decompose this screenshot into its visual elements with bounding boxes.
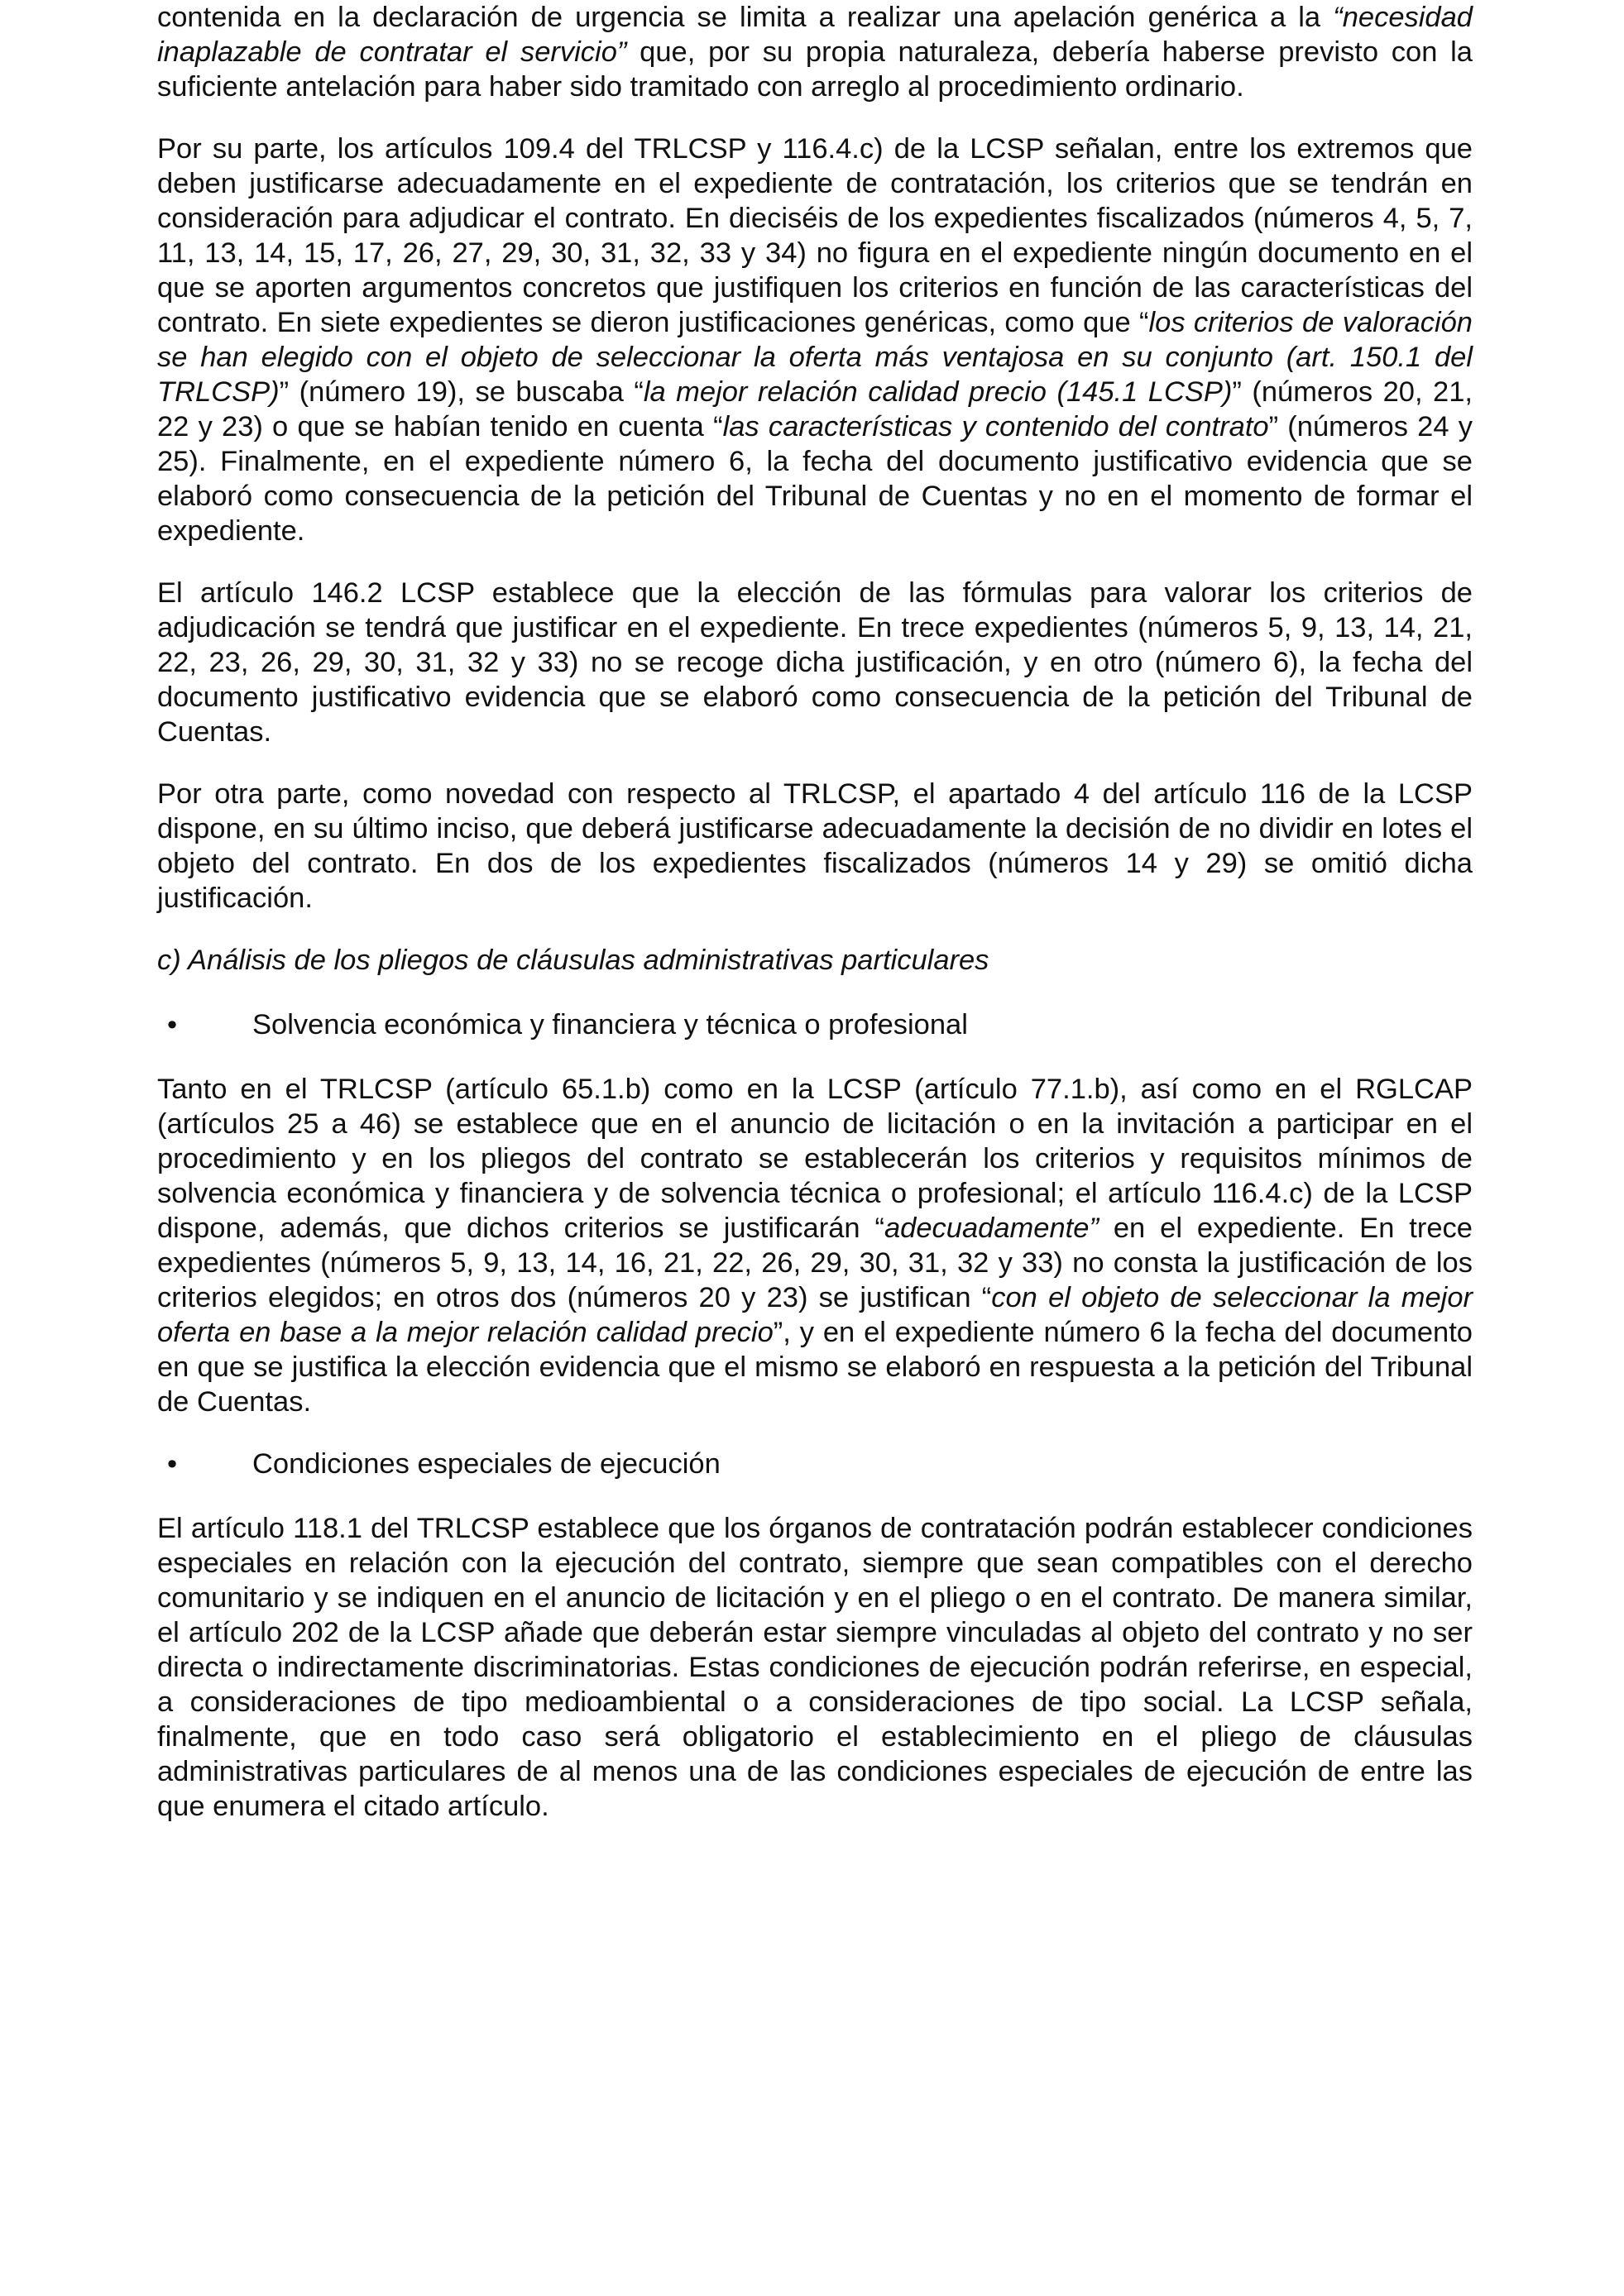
quoted-text: “necesidad inaplazable de contratar el servicio” [157,2,1473,68]
text-run: ” (números 24 y 25). Finalmente, en el expediente número 6, la fecha del documento justificativo evidencia que se elaboró como consecuencia de la petición del Tribunal de Cuentas y no en el momento de formar el expediente. [157,411,1473,547]
document-page [157,0,1473,1851]
text-run: ” (números 20, 21, 22 y 23) o que se habían tenido en cuenta “ [157,376,1473,442]
bullet-icon: • [167,1448,178,1480]
section-heading-pliegos: c) Análisis de los pliegos de cláusulas administrativas particulares [157,945,989,976]
paragraph-criterios-adjudicacion [157,132,1473,548]
paragraph-lotes: Por otra parte, como novedad con respecto al TRLCSP, el apartado 4 del artículo 116 de la LCSP dispone, en su último inciso, que deberá justificarse adecuadamente la decisión de no dividir en lotes el objeto del contrato. En dos de los expedientes fiscalizados (números 14 y 29) se omitió dicha justificación. [157,778,1473,914]
quoted-text: los criterios de valoración se han elegido con el objeto de seleccionar la oferta más ventajosa en su conjunto (art. 150.1 del TRLCSP) [157,307,1473,408]
quoted-text: adecuadamente” [884,1213,1099,1244]
bullet-label: Condiciones especiales de ejecución [252,1448,721,1480]
quoted-text: la mejor relación calidad precio (145.1 LCSP) [643,376,1233,408]
quoted-text: las características y contenido del contrato [722,411,1269,442]
paragraph-formulas: El artículo 146.2 LCSP establece que la elección de las fórmulas para valorar los criterios de adjudicación se tendrá que justificar en el expediente. En trece expedientes (números 5, 9, 13, 14, 21, 22, 23, 26, 29, 30, 31, 32 y 33) no se recoge dicha justificación, y en otro (número 6), la fecha del documento justificativo evidencia que se elaboró como consecuencia de la petición del Tribunal de Cuentas. [157,577,1473,748]
text-run: Por su parte, los artículos 109.4 del TRLCSP y 116.4.c) de la LCSP señalan, entre los extremos que deben justificarse adecuadamente en el expediente de contratación, los criterios que se tendrán en consideración para adjudicar el contrato. En dieciséis de los expedientes fiscalizados (números 4, 5, 7, 11, 13, 14, 15, 17, 26, 27, 29, 30, 31, 32, 33 y 34) no figura en el expediente ningún documento en el que se aporten argumentos concretos que justifiquen los criterios en función de las características del contrato. En siete expedientes se dieron justificaciones genéricas, como que “ [157,133,1473,338]
bullet-label: Solvencia económica y financiera y técnica o profesional [252,1009,968,1040]
text-run: ” (número 19), se buscaba “ [279,376,644,408]
paragraph-condiciones-especiales: El artículo 118.1 del TRLCSP establece que los órganos de contratación podrán establecer condiciones especiales en relación con la ejecución del contrato, siempre que sean compatibles con el derecho comunitario y se indiquen en el anuncio de licitación y en el pliego o en el contrato. De manera similar, el artículo 202 de la LCSP añade que deberán estar siempre vinculadas al objeto del contrato y no ser directa o indirectamente discriminatorias. Estas condiciones de ejecución podrán referirse, en especial, a consideraciones de tipo medioambiental o a consideraciones de tipo social. La LCSP señala, finalmente, que en todo caso será obligatorio el establecimiento en el pliego de cláusulas administrativas particulares de al menos una de las condiciones especiales de ejecución de entre las que enumera el citado artículo. [157,1513,1473,1822]
text-run: en el expediente. En trece expedientes (números 5, 9, 13, 14, 16, 21, 22, 26, 29, 30, 31, 32 y 33) no consta la justificación de los criterios elegidos; en otros dos (números 20 y 23) se justifican “ [157,1213,1473,1313]
bullet-icon: • [167,1009,178,1040]
text-run: que, por su propia naturaleza, debería haberse previsto con la suficiente antelación para haber sido tramitado con arreglo al procedimiento ordinario. [157,36,1473,103]
bullet-item-solvencia [157,1007,1473,1042]
quoted-text: con el objeto de seleccionar la mejor oferta en base a la mejor relación calidad precio [157,1282,1473,1348]
text-run: contenida en la declaración de urgencia se limita a realizar una apelación genérica a la [157,2,1334,33]
text-run: Tanto en el TRLCSP (artículo 65.1.b) como en la LCSP (artículo 77.1.b), así como en el RGLCAP (artículos 25 a 46) se establece que en el anuncio de licitación o en la invitación a participar en el procedimiento y en los pliegos del contrato se establecerán los criterios y requisitos mínimos de solvencia económica y financiera y de solvencia técnica o profesional; el artículo 116.4.c) de la LCSP dispone, además, que dichos criterios se justificarán “ [157,1074,1473,1244]
bullet-item-condiciones [157,1447,1473,1481]
paragraph-solvencia [157,1072,1473,1419]
text-run: ”, y en el expediente número 6 la fecha del documento en que se justifica la elección evidencia que el mismo se elaboró en respuesta a la petición del Tribunal de Cuentas. [157,1317,1473,1418]
paragraph-urgencia [157,0,1473,104]
